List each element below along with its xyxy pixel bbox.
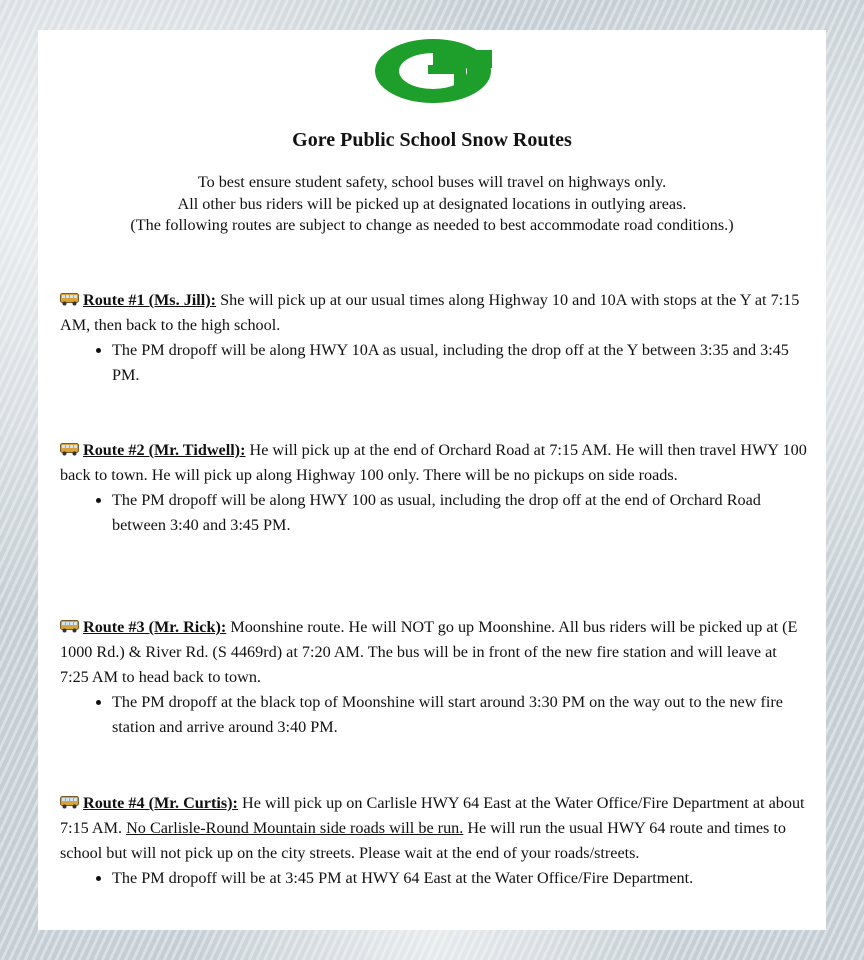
route-4-side-roads-notice: No Carlisle-Round Mountain side roads will be run. <box>126 819 464 837</box>
route-2-pm-dropoff: • The PM dropoff will be along HWY 100 as usual, including the drop off at the end of Orchard Road between 3:40 and 3:45 PM. <box>112 488 808 538</box>
route-3-description <box>60 615 808 690</box>
route-2-description <box>60 438 808 488</box>
route-3-pm-dropoff: • The PM dropoff at the black top of Moonshine will start around 3:30 PM on the way out to the new fire station and arrive around 3:40 PM. <box>112 690 808 740</box>
route-4-description <box>60 791 808 866</box>
intro-paragraph <box>38 172 826 237</box>
intro-line: To best ensure student safety, school buses will travel on highways only. <box>197 173 667 191</box>
route-4-name: Route #4 (Mr. Curtis): <box>83 794 238 812</box>
route-4-bullets <box>60 866 808 891</box>
route-3-text: Moonshine route. He will NOT go up Moonshine. All bus riders will be picked up at (E 1000 Rd.) & River Rd. (S 4469rd) at 7:20 AM. The bus will be in front of the new fire station and will leave at 7:25 AM to head back to town. <box>60 618 798 686</box>
route-1-pm-dropoff: • The PM dropoff will be along HWY 10A as usual, including the drop off at the Y between 3:35 and 3:45 PM. <box>112 338 808 388</box>
route-4-text-after: He will run the usual HWY 64 route and times to school but will not pick up on the city streets. Please wait at the end of your roads/streets. <box>60 819 786 862</box>
route-1-bullets <box>60 338 808 388</box>
intro-line: All other bus riders will be picked up at designated locations in outlying areas. <box>177 194 687 213</box>
route-4 <box>60 791 808 891</box>
route-4-pm-dropoff: • The PM dropoff will be at 3:45 PM at HWY 64 East at the Water Office/Fire Department. <box>112 866 808 891</box>
bus-icon <box>60 293 79 306</box>
route-2-bullets <box>60 488 808 538</box>
route-1-text: She will pick up at our usual times along Highway 10 and 10A with stops at the Y at 7:15 AM, then back to the high school. <box>60 291 800 334</box>
route-2-text: He will pick up at the end of Orchard Road at 7:15 AM. He will then travel HWY 100 back to town. He will pick up along Highway 100 only. There will be no pickups on side roads. <box>60 441 807 484</box>
page-title: Gore Public School Snow Routes <box>292 129 572 151</box>
bus-icon <box>60 443 79 456</box>
intro-line: (The following routes are subject to change as needed to best accommodate road conditions.) <box>130 216 734 234</box>
bus-icon <box>60 620 79 633</box>
school-logo-g <box>374 38 492 104</box>
notice-page <box>38 30 826 930</box>
route-3-bullets <box>60 690 808 740</box>
route-1-description <box>60 288 808 338</box>
route-3-name: Route #3 (Mr. Rick): <box>83 618 227 636</box>
route-2 <box>60 438 808 538</box>
route-2-name: Route #2 (Mr. Tidwell): <box>83 441 246 459</box>
route-1-name: Route #1 (Ms. Jill): <box>83 291 217 309</box>
route-3 <box>60 615 808 740</box>
bus-icon <box>60 796 79 809</box>
route-1 <box>60 288 808 388</box>
route-4-text: He will pick up on Carlisle HWY 64 East at the Water Office/Fire Department at about 7:15 AM. <box>60 794 805 837</box>
